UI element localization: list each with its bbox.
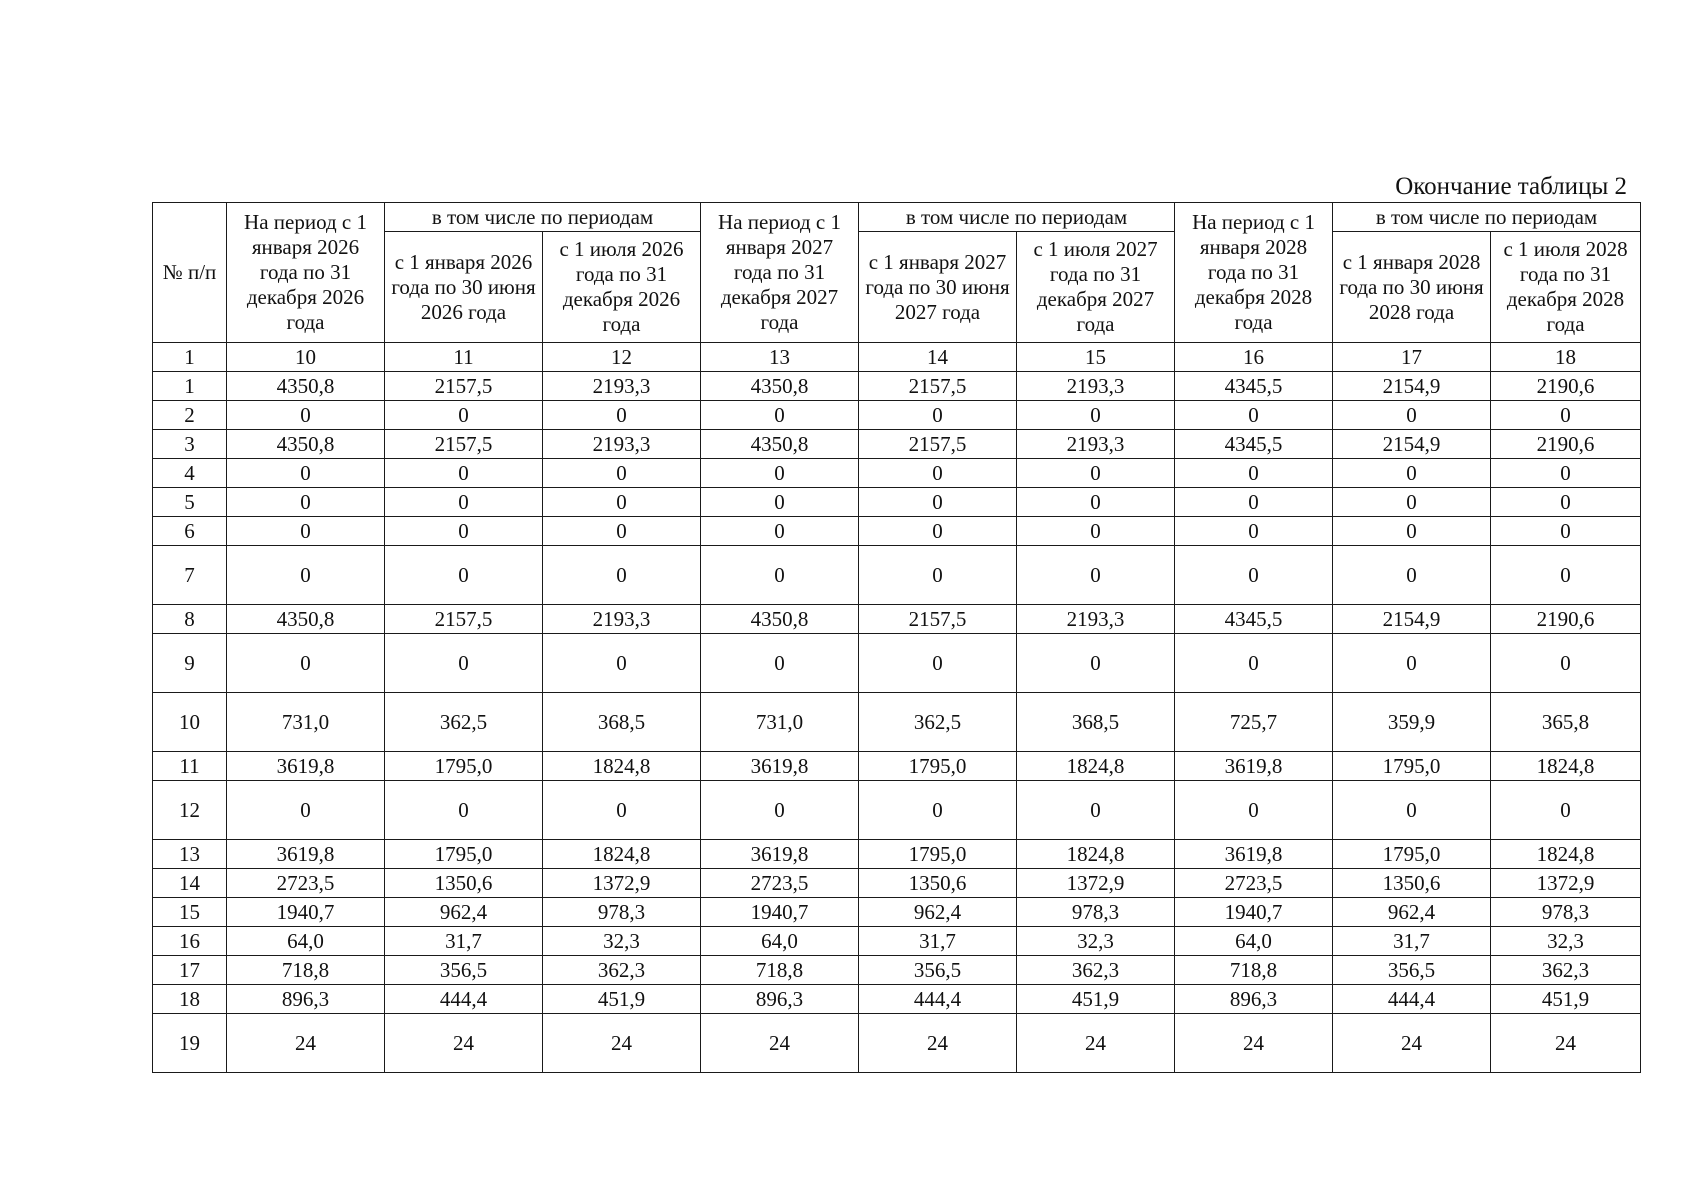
value-cell: 0 bbox=[1175, 459, 1333, 488]
value-cell: 978,3 bbox=[543, 898, 701, 927]
value-cell: 2193,3 bbox=[543, 605, 701, 634]
value-cell: 24 bbox=[227, 1014, 385, 1073]
value-cell: 0 bbox=[859, 517, 1017, 546]
value-cell: 356,5 bbox=[385, 956, 543, 985]
value-cell: 1824,8 bbox=[1491, 840, 1641, 869]
value-cell: 0 bbox=[385, 634, 543, 693]
value-cell: 32,3 bbox=[1017, 927, 1175, 956]
value-cell: 718,8 bbox=[227, 956, 385, 985]
value-cell: 24 bbox=[385, 1014, 543, 1073]
value-cell: 0 bbox=[1333, 459, 1491, 488]
value-cell: 725,7 bbox=[1175, 693, 1333, 752]
value-cell: 0 bbox=[227, 459, 385, 488]
value-cell: 2193,3 bbox=[543, 372, 701, 401]
value-cell: 0 bbox=[543, 546, 701, 605]
value-cell: 1795,0 bbox=[1333, 840, 1491, 869]
value-cell: 0 bbox=[1175, 517, 1333, 546]
value-cell: 0 bbox=[1175, 634, 1333, 693]
value-cell: 4345,5 bbox=[1175, 372, 1333, 401]
value-cell: 2154,9 bbox=[1333, 605, 1491, 634]
value-cell: 0 bbox=[385, 781, 543, 840]
value-cell: 718,8 bbox=[701, 956, 859, 985]
value-cell: 24 bbox=[1491, 1014, 1641, 1073]
value-cell: 1350,6 bbox=[1333, 869, 1491, 898]
value-cell: 962,4 bbox=[859, 898, 1017, 927]
value-cell: 0 bbox=[1333, 488, 1491, 517]
row-number-cell: 5 bbox=[153, 488, 227, 517]
value-cell: 0 bbox=[1333, 517, 1491, 546]
value-cell: 2154,9 bbox=[1333, 372, 1491, 401]
value-cell: 1940,7 bbox=[1175, 898, 1333, 927]
value-cell: 718,8 bbox=[1175, 956, 1333, 985]
value-cell: 2190,6 bbox=[1491, 372, 1641, 401]
value-cell: 356,5 bbox=[859, 956, 1017, 985]
value-cell: 1795,0 bbox=[385, 840, 543, 869]
table-row bbox=[153, 546, 1641, 605]
row-number-cell: 2 bbox=[153, 401, 227, 430]
table-row bbox=[153, 488, 1641, 517]
table-row bbox=[153, 372, 1641, 401]
value-cell: 2157,5 bbox=[859, 605, 1017, 634]
value-cell: 2723,5 bbox=[701, 869, 859, 898]
header-including-2026: в том числе по периодам bbox=[385, 203, 701, 232]
value-cell: 2154,9 bbox=[1333, 430, 1491, 459]
value-cell: 0 bbox=[543, 459, 701, 488]
value-cell: 362,3 bbox=[543, 956, 701, 985]
value-cell: 0 bbox=[701, 401, 859, 430]
table-row bbox=[153, 927, 1641, 956]
table-row bbox=[153, 956, 1641, 985]
value-cell: 2157,5 bbox=[859, 372, 1017, 401]
value-cell: 0 bbox=[1175, 546, 1333, 605]
column-number: 16 bbox=[1175, 343, 1333, 372]
value-cell: 4350,8 bbox=[227, 372, 385, 401]
value-cell: 0 bbox=[859, 546, 1017, 605]
value-cell: 0 bbox=[1333, 781, 1491, 840]
row-number-cell: 16 bbox=[153, 927, 227, 956]
value-cell: 0 bbox=[1175, 781, 1333, 840]
value-cell: 0 bbox=[1333, 634, 1491, 693]
value-cell: 896,3 bbox=[701, 985, 859, 1014]
value-cell: 24 bbox=[543, 1014, 701, 1073]
value-cell: 4350,8 bbox=[227, 430, 385, 459]
value-cell: 0 bbox=[385, 401, 543, 430]
value-cell: 31,7 bbox=[1333, 927, 1491, 956]
header-h2-2028: с 1 июля 2028 года по 31 декабря 2028 года bbox=[1491, 232, 1641, 343]
row-number-cell: 19 bbox=[153, 1014, 227, 1073]
value-cell: 0 bbox=[385, 459, 543, 488]
value-cell: 0 bbox=[227, 634, 385, 693]
value-cell: 362,3 bbox=[1017, 956, 1175, 985]
value-cell: 444,4 bbox=[859, 985, 1017, 1014]
value-cell: 0 bbox=[1491, 546, 1641, 605]
row-number-cell: 8 bbox=[153, 605, 227, 634]
value-cell: 0 bbox=[1491, 401, 1641, 430]
value-cell: 362,5 bbox=[859, 693, 1017, 752]
value-cell: 4345,5 bbox=[1175, 430, 1333, 459]
value-cell: 1350,6 bbox=[859, 869, 1017, 898]
data-table bbox=[152, 202, 1641, 1073]
row-number-cell: 11 bbox=[153, 752, 227, 781]
value-cell: 1824,8 bbox=[543, 840, 701, 869]
value-cell: 0 bbox=[1333, 546, 1491, 605]
value-cell: 451,9 bbox=[543, 985, 701, 1014]
value-cell: 24 bbox=[1175, 1014, 1333, 1073]
row-number-cell: 9 bbox=[153, 634, 227, 693]
value-cell: 2193,3 bbox=[1017, 372, 1175, 401]
value-cell: 2190,6 bbox=[1491, 605, 1641, 634]
value-cell: 3619,8 bbox=[701, 752, 859, 781]
value-cell: 444,4 bbox=[385, 985, 543, 1014]
header-h2-2027: с 1 июля 2027 года по 31 декабря 2027 года bbox=[1017, 232, 1175, 343]
column-number: 10 bbox=[227, 343, 385, 372]
value-cell: 3619,8 bbox=[227, 840, 385, 869]
value-cell: 962,4 bbox=[385, 898, 543, 927]
value-cell: 4350,8 bbox=[701, 430, 859, 459]
row-number-cell: 18 bbox=[153, 985, 227, 1014]
column-number: 11 bbox=[385, 343, 543, 372]
column-number: 15 bbox=[1017, 343, 1175, 372]
value-cell: 24 bbox=[701, 1014, 859, 1073]
value-cell: 3619,8 bbox=[227, 752, 385, 781]
value-cell: 896,3 bbox=[1175, 985, 1333, 1014]
value-cell: 2193,3 bbox=[543, 430, 701, 459]
value-cell: 0 bbox=[701, 459, 859, 488]
value-cell: 0 bbox=[1017, 546, 1175, 605]
header-h2-2026: с 1 июля 2026 года по 31 декабря 2026 года bbox=[543, 232, 701, 343]
table-caption: Окончание таблицы 2 bbox=[1395, 173, 1627, 200]
value-cell: 731,0 bbox=[701, 693, 859, 752]
value-cell: 0 bbox=[385, 488, 543, 517]
value-cell: 4345,5 bbox=[1175, 605, 1333, 634]
value-cell: 1372,9 bbox=[1017, 869, 1175, 898]
value-cell: 1372,9 bbox=[543, 869, 701, 898]
value-cell: 368,5 bbox=[543, 693, 701, 752]
value-cell: 0 bbox=[701, 517, 859, 546]
value-cell: 31,7 bbox=[859, 927, 1017, 956]
row-number-cell: 7 bbox=[153, 546, 227, 605]
value-cell: 0 bbox=[701, 781, 859, 840]
column-number: 18 bbox=[1491, 343, 1641, 372]
value-cell: 3619,8 bbox=[1175, 752, 1333, 781]
value-cell: 2723,5 bbox=[227, 869, 385, 898]
row-number-cell: 6 bbox=[153, 517, 227, 546]
value-cell: 368,5 bbox=[1017, 693, 1175, 752]
value-cell: 2190,6 bbox=[1491, 430, 1641, 459]
value-cell: 0 bbox=[385, 546, 543, 605]
value-cell: 0 bbox=[1017, 401, 1175, 430]
row-number-cell: 4 bbox=[153, 459, 227, 488]
value-cell: 1795,0 bbox=[859, 752, 1017, 781]
value-cell: 451,9 bbox=[1017, 985, 1175, 1014]
value-cell: 0 bbox=[1017, 459, 1175, 488]
value-cell: 0 bbox=[1491, 488, 1641, 517]
value-cell: 0 bbox=[1017, 781, 1175, 840]
value-cell: 356,5 bbox=[1333, 956, 1491, 985]
value-cell: 0 bbox=[227, 488, 385, 517]
header-including-2028: в том числе по периодам bbox=[1333, 203, 1641, 232]
value-cell: 1824,8 bbox=[543, 752, 701, 781]
value-cell: 451,9 bbox=[1491, 985, 1641, 1014]
table-row bbox=[153, 605, 1641, 634]
value-cell: 64,0 bbox=[701, 927, 859, 956]
table-row bbox=[153, 781, 1641, 840]
value-cell: 4350,8 bbox=[227, 605, 385, 634]
value-cell: 0 bbox=[859, 488, 1017, 517]
value-cell: 24 bbox=[1017, 1014, 1175, 1073]
value-cell: 1350,6 bbox=[385, 869, 543, 898]
value-cell: 0 bbox=[859, 781, 1017, 840]
value-cell: 365,8 bbox=[1491, 693, 1641, 752]
header-h1-2027: с 1 января 2027 года по 30 июня 2027 года bbox=[859, 232, 1017, 343]
value-cell: 0 bbox=[227, 546, 385, 605]
value-cell: 0 bbox=[1491, 634, 1641, 693]
value-cell: 1824,8 bbox=[1017, 752, 1175, 781]
value-cell: 2723,5 bbox=[1175, 869, 1333, 898]
table-header bbox=[153, 203, 1641, 372]
table-row bbox=[153, 459, 1641, 488]
value-cell: 2193,3 bbox=[1017, 430, 1175, 459]
value-cell: 0 bbox=[1017, 517, 1175, 546]
value-cell: 24 bbox=[1333, 1014, 1491, 1073]
value-cell: 362,5 bbox=[385, 693, 543, 752]
table-row bbox=[153, 898, 1641, 927]
value-cell: 978,3 bbox=[1017, 898, 1175, 927]
column-number: 13 bbox=[701, 343, 859, 372]
value-cell: 64,0 bbox=[1175, 927, 1333, 956]
value-cell: 1795,0 bbox=[1333, 752, 1491, 781]
table-row bbox=[153, 869, 1641, 898]
value-cell: 32,3 bbox=[543, 927, 701, 956]
value-cell: 731,0 bbox=[227, 693, 385, 752]
value-cell: 0 bbox=[859, 401, 1017, 430]
value-cell: 896,3 bbox=[227, 985, 385, 1014]
row-number-cell: 12 bbox=[153, 781, 227, 840]
value-cell: 0 bbox=[701, 488, 859, 517]
table-row bbox=[153, 1014, 1641, 1073]
value-cell: 1824,8 bbox=[1491, 752, 1641, 781]
table-row bbox=[153, 752, 1641, 781]
value-cell: 0 bbox=[701, 634, 859, 693]
header-period-2027: На период с 1 января 2027 года по 31 декабря 2027 года bbox=[701, 203, 859, 343]
value-cell: 0 bbox=[1491, 781, 1641, 840]
value-cell: 24 bbox=[859, 1014, 1017, 1073]
value-cell: 362,3 bbox=[1491, 956, 1641, 985]
table-row bbox=[153, 634, 1641, 693]
value-cell: 31,7 bbox=[385, 927, 543, 956]
value-cell: 0 bbox=[1175, 488, 1333, 517]
value-cell: 1795,0 bbox=[385, 752, 543, 781]
value-cell: 0 bbox=[227, 401, 385, 430]
column-number: 14 bbox=[859, 343, 1017, 372]
value-cell: 0 bbox=[227, 517, 385, 546]
value-cell: 64,0 bbox=[227, 927, 385, 956]
table-row bbox=[153, 430, 1641, 459]
header-period-2028: На период с 1 января 2028 года по 31 декабря 2028 года bbox=[1175, 203, 1333, 343]
row-number-cell: 14 bbox=[153, 869, 227, 898]
value-cell: 2157,5 bbox=[385, 605, 543, 634]
value-cell: 1940,7 bbox=[701, 898, 859, 927]
value-cell: 0 bbox=[1491, 459, 1641, 488]
value-cell: 0 bbox=[859, 634, 1017, 693]
value-cell: 1372,9 bbox=[1491, 869, 1641, 898]
value-cell: 4350,8 bbox=[701, 605, 859, 634]
table-row bbox=[153, 401, 1641, 430]
value-cell: 0 bbox=[543, 488, 701, 517]
value-cell: 2157,5 bbox=[859, 430, 1017, 459]
table-row bbox=[153, 693, 1641, 752]
value-cell: 1940,7 bbox=[227, 898, 385, 927]
row-number-cell: 3 bbox=[153, 430, 227, 459]
value-cell: 0 bbox=[1017, 488, 1175, 517]
table-body bbox=[153, 372, 1641, 1073]
value-cell: 1795,0 bbox=[859, 840, 1017, 869]
value-cell: 0 bbox=[1491, 517, 1641, 546]
value-cell: 3619,8 bbox=[1175, 840, 1333, 869]
row-number-cell: 10 bbox=[153, 693, 227, 752]
column-number: 12 bbox=[543, 343, 701, 372]
column-number: 17 bbox=[1333, 343, 1491, 372]
value-cell: 2157,5 bbox=[385, 430, 543, 459]
column-number-row bbox=[153, 343, 1641, 372]
value-cell: 444,4 bbox=[1333, 985, 1491, 1014]
value-cell: 32,3 bbox=[1491, 927, 1641, 956]
row-number-cell: 15 bbox=[153, 898, 227, 927]
table-row bbox=[153, 985, 1641, 1014]
header-including-2027: в том числе по периодам bbox=[859, 203, 1175, 232]
row-number-cell: 13 bbox=[153, 840, 227, 869]
value-cell: 1824,8 bbox=[1017, 840, 1175, 869]
value-cell: 0 bbox=[859, 459, 1017, 488]
value-cell: 0 bbox=[543, 517, 701, 546]
value-cell: 4350,8 bbox=[701, 372, 859, 401]
value-cell: 2193,3 bbox=[1017, 605, 1175, 634]
column-number: 1 bbox=[153, 343, 227, 372]
value-cell: 0 bbox=[543, 781, 701, 840]
value-cell: 0 bbox=[385, 517, 543, 546]
value-cell: 359,9 bbox=[1333, 693, 1491, 752]
value-cell: 2157,5 bbox=[385, 372, 543, 401]
value-cell: 0 bbox=[543, 634, 701, 693]
value-cell: 0 bbox=[543, 401, 701, 430]
row-number-cell: 17 bbox=[153, 956, 227, 985]
row-number-cell: 1 bbox=[153, 372, 227, 401]
value-cell: 0 bbox=[1017, 634, 1175, 693]
table-row bbox=[153, 840, 1641, 869]
value-cell: 0 bbox=[227, 781, 385, 840]
header-row-number: № п/п bbox=[153, 203, 227, 343]
value-cell: 962,4 bbox=[1333, 898, 1491, 927]
header-period-2026: На период с 1 января 2026 года по 31 декабря 2026 года bbox=[227, 203, 385, 343]
header-h1-2028: с 1 января 2028 года по 30 июня 2028 года bbox=[1333, 232, 1491, 343]
value-cell: 3619,8 bbox=[701, 840, 859, 869]
table-row bbox=[153, 517, 1641, 546]
value-cell: 978,3 bbox=[1491, 898, 1641, 927]
value-cell: 0 bbox=[701, 546, 859, 605]
value-cell: 0 bbox=[1333, 401, 1491, 430]
header-h1-2026: с 1 января 2026 года по 30 июня 2026 года bbox=[385, 232, 543, 343]
value-cell: 0 bbox=[1175, 401, 1333, 430]
